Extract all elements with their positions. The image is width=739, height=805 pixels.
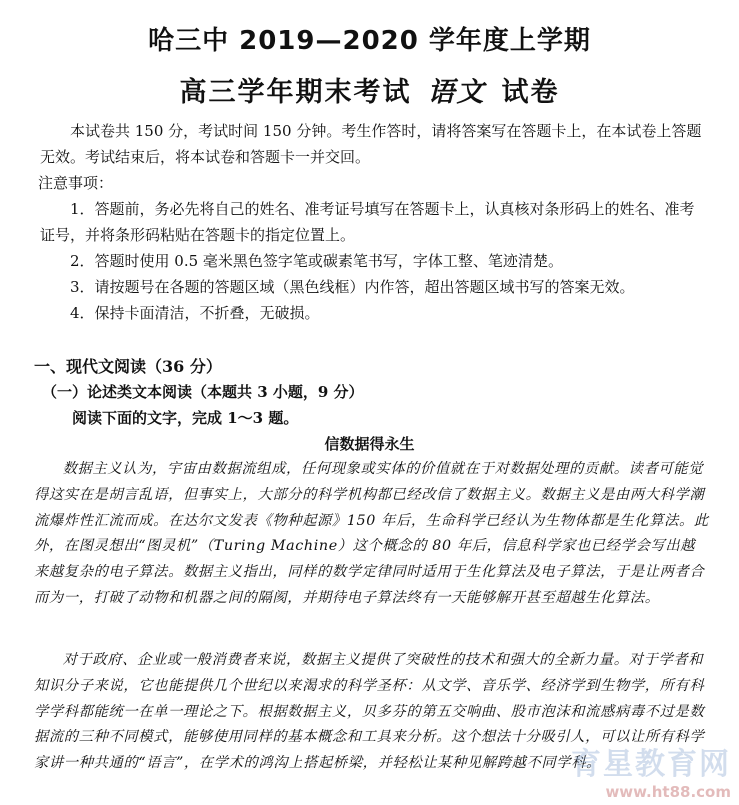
note-item-2: 2．答题时使用 0.5 毫米黑色签字笔或碳素笔书写，字体工整、笔迹清楚。 [70,252,563,270]
section-heading: 一、现代文阅读（36 分） [34,357,222,376]
subject-label: 语文 [427,77,486,108]
subtitle-suffix: 试卷 [501,77,560,108]
article-paragraph-1: 数据主义认为，宇宙由数据流组成，任何现象或实体的价值就在于对数据处理的贡献。读者可能觉得这实在是胡言乱语，但事实上，大部分的科学机构都已经改信了数据主义。数据主义是由两大科学潮流爆炸性汇流而成。在达尔文发表《物种起源》150 年后，生命科学已经认为生物体都是生化算法。此外，在图灵想出“图灵机”（Turing Machine）这个概念的 80 年后，信息科学家也已经学会写出越来越复杂的电子算法。数据主义指出，同样的数学定律同时适用于生化算法及电子算法，于是让两者合而为一，打破了动物和机器之间的隔阂，并期待电子算法终有一天能够解开甚至超越生化算法。 [34,461,709,606]
subtitle-prefix: 高三学年期末考试 [179,77,412,108]
watermark [571,739,731,801]
watermark-url: www.ht88.com [605,783,731,801]
note-item-1: 1．答题前，务必先将自己的姓名、准考证号填写在答题卡上，认真核对条形码上的姓名、准考证号，并将条形码粘贴在答题卡的指定位置上。 [40,200,695,244]
watermark-brand: 育星教育网 [571,747,731,782]
article-title: 信数据得永生 [324,435,415,453]
exam-subtitle [0,70,739,109]
note-item-4: 4．保持卡面清洁，不折叠，无破损。 [70,304,320,322]
article-paragraph-2: 对于政府、企业或一般消费者来说，数据主义提供了突破性的技术和强大的全新力量。对于学者和知识分子来说，它也能提供几个世纪以来渴求的科学圣杯：从文学、音乐学、经济学到生物学，所有科学学科都能统一在单一理论之下。根据数据主义，贝多芬的第五交响曲、股市泡沫和流感病毒不过是数据流的三种不同模式，能够使用同样的基本概念和工具来分析。这个想法十分吸引人，可以让所有科学家讲一种共通的“语言”，在学术的鸿沟上搭起桥梁，并轻松让某种见解跨越不同学科。 [34,652,705,772]
subsection-heading: （一）论述类文本阅读（本题共 3 小题，9 分） [42,383,364,401]
intro-text: 本试卷共 150 分，考试时间 150 分钟。考生作答时，请将答案写在答题卡上，在本试卷上答题无效。考试结束后，将本试卷和答题卡一并交回。 [40,122,702,166]
exam-title: 哈三中 2019—2020 学年度上学期 [148,26,591,56]
note-item-3: 3．请按题号在各题的答题区域（黑色线框）内作答，超出答题区域书写的答案无效。 [70,278,635,296]
notes-heading: 注意事项： [38,174,114,192]
reading-instruction: 阅读下面的文字，完成 1～3 题。 [72,409,299,427]
